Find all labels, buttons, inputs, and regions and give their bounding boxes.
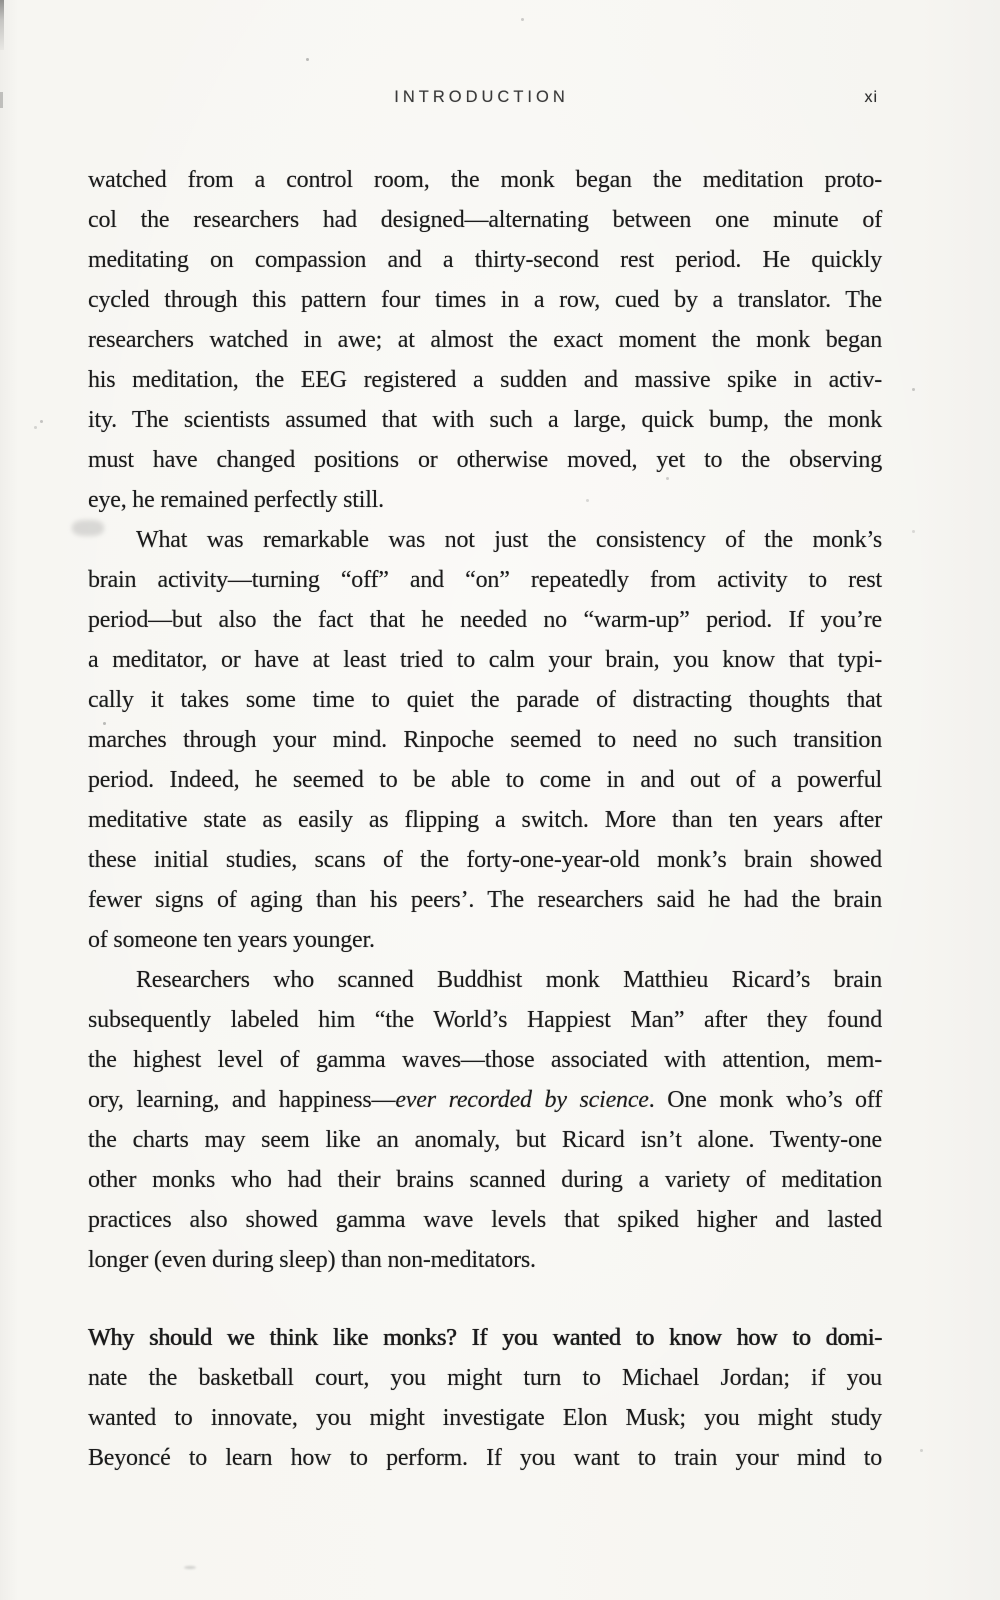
chapter-title: INTRODUCTION (394, 88, 569, 106)
text-line: period. Indeed, he seemed to be able to come in and out of a powerful (88, 767, 882, 793)
text-line: researchers watched in awe; at almost the exact moment the monk began (88, 327, 882, 353)
text-line: ity. The scientists assumed that with such a large, quick bump, the monk (88, 407, 882, 433)
text-line: eye, he remained perfectly still. (88, 487, 384, 513)
text-line-with-italic (88, 1080, 882, 1120)
text-line: watched from a control room, the monk began the meditation proto- (88, 167, 882, 193)
text-line: col the researchers had designed—alternating between one minute of (88, 207, 882, 233)
text-line: of someone ten years younger. (88, 927, 375, 953)
paragraph-3 (88, 960, 882, 1280)
paragraph-1 (88, 160, 882, 520)
text-line: longer (even during sleep) than non-meditators. (88, 1247, 536, 1273)
text-segment: ory, learning, and happiness— (88, 1087, 396, 1113)
text-line: nate the basketball court, you might turn to Michael Jordan; if you (88, 1365, 882, 1391)
text-line: the highest level of gamma waves—those associated with attention, mem- (88, 1047, 882, 1073)
text-line: period—but also the fact that he needed no “warm-up” period. If you’re (88, 607, 882, 633)
body-text (88, 160, 882, 1478)
text-line: Researchers who scanned Buddhist monk Matthieu Ricard’s brain (136, 967, 882, 993)
text-line: other monks who had their brains scanned during a variety of meditation (88, 1167, 882, 1193)
text-line: meditative state as easily as flipping a switch. More than ten years after (88, 807, 882, 833)
scan-edge-artifact-2 (0, 92, 3, 108)
text-line: Beyoncé to learn how to perform. If you want to train your mind to (88, 1445, 882, 1471)
scan-specks (306, 58, 309, 61)
text-line: fewer signs of aging than his peers’. The researchers said he had the brain (88, 887, 882, 913)
text-segment: . One monk who’s off (648, 1087, 883, 1113)
text-line: cally it takes some time to quiet the parade of distracting thoughts that (88, 687, 882, 713)
scan-smudge-bottom (184, 1566, 196, 1569)
page-number: xi (864, 89, 878, 106)
text-line: Why should we think like monks? If you wanted to know how to domi- (88, 1325, 882, 1351)
text-line: What was remarkable was not just the consistency of the monk’s (136, 527, 882, 553)
text-line: must have changed positions or otherwise moved, yet to the observing (88, 447, 882, 473)
running-header (88, 88, 882, 114)
scan-edge-artifact (0, 0, 4, 50)
text-line: wanted to innovate, you might investigate Elon Musk; you might study (88, 1405, 882, 1431)
text-line: his meditation, the EEG registered a sudden and massive spike in activ- (88, 367, 882, 393)
paragraph-2 (88, 520, 882, 960)
text-line: practices also showed gamma wave levels that spiked higher and lasted (88, 1207, 882, 1233)
paragraph-4-section-start (88, 1318, 882, 1478)
text-line: these initial studies, scans of the forty-one-year-old monk’s brain showed (88, 847, 882, 873)
text-line: brain activity—turning “off” and “on” repeatedly from activity to rest (88, 567, 882, 593)
text-line: cycled through this pattern four times in a row, cued by a translator. The (88, 287, 882, 313)
text-line: subsequently labeled him “the World’s Happiest Man” after they found (88, 1007, 882, 1033)
text-line: the charts may seem like an anomaly, but Ricard isn’t alone. Twenty-one (88, 1127, 882, 1153)
italic-phrase: ever recorded by science (395, 1087, 649, 1113)
text-line: meditating on compassion and a thirty-second rest period. He quickly (88, 247, 882, 273)
text-line: a meditator, or have at least tried to calm your brain, you know that typi- (88, 647, 882, 673)
text-line: marches through your mind. Rinpoche seemed to need no such transition (88, 727, 882, 753)
